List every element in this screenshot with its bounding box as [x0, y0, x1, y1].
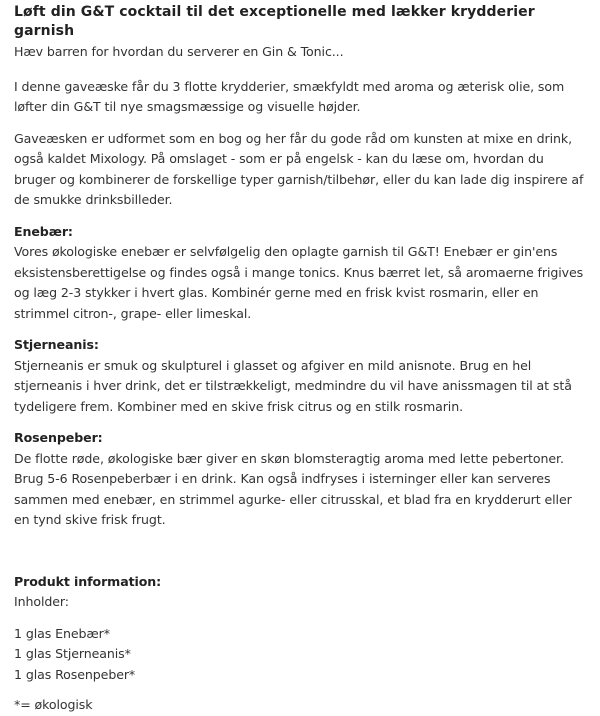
list-item: 1 glas Enebær*: [14, 625, 110, 641]
section-enebaer: [14, 222, 586, 325]
contains-label: Inholder:: [14, 594, 69, 609]
page-title: Løft din G&T cocktail til det exceptionelle med lækker krydderier garnish: [14, 4, 535, 39]
list-item: 1 glas Stjerneanis*: [14, 646, 131, 661]
intro-paragraph-2: Gaveæsken er udformet som en bog og her får du gode råd om kunsten at mixe en drink, også kaldet Mixology. På omslaget - som er på engelsk - kan du læse om, hvordan du bruger og kombinerer de forskellige typer garnish/tilbehør, eller du kan lade dig inspirere af de smukke drinksbilleder.: [14, 130, 584, 207]
intro-paragraph-1: I denne gaveæske får du 3 flotte krydderier, smækfyldt med aroma og æterisk olie, som løfter din G&T til nye smagsmæssige og visuelle højder.: [14, 78, 565, 114]
section-body: Stjerneanis er smuk og skulpturel i glasset og afgiver en mild anisnote. Brug en hel stjerneanis i hver drink, det er tilstrækkeligt, medmindre du vil have anissmagen til at stå tydeligere frem. Kombiner med en skive frisk citrus og en stilk rosmarin.: [14, 357, 572, 414]
section-rosenpeber: [14, 428, 586, 531]
subtitle: Hæv barren for hvordan du serverer en Gin & Tonic...: [14, 44, 344, 59]
section-body: Vores økologiske enebær er selvfølgelig den oplagte garnish til G&T! Enebær er gin'ens eksistensberettigelse og findes også i mange tonics. Knus bærret let, så aromaerne frigives og læg 2-3 stykker i hvert glas. Kombinér gerne med en frisk kvist rosmarin, eller en strimmel citron-, grape- eller limeskal.: [14, 244, 584, 321]
section-heading: Stjerneanis:: [14, 337, 99, 352]
product-information: [14, 572, 586, 716]
section-stjerneanis: [14, 335, 586, 417]
product-heading: Produkt information:: [14, 573, 162, 589]
section-heading: Enebær:: [14, 223, 73, 239]
product-list: [14, 624, 586, 686]
section-body: De flotte røde, økologiske bær giver en skøn blomsteragtig aroma med lette pebertoner. Brug 5-6 Rosenpeberbær i en drink. Kan også indfryses i isterninger eller kan serveres sammen med enebær, en strimmel agurke- eller citrusskal, et blad fra en krydderurt eller en tynd skive frisk frugt.: [14, 450, 572, 527]
list-item: 1 glas Rosenpeber*: [14, 666, 136, 682]
organic-footnote: *= økologisk: [14, 697, 93, 712]
section-heading: Rosenpeber:: [14, 430, 103, 445]
